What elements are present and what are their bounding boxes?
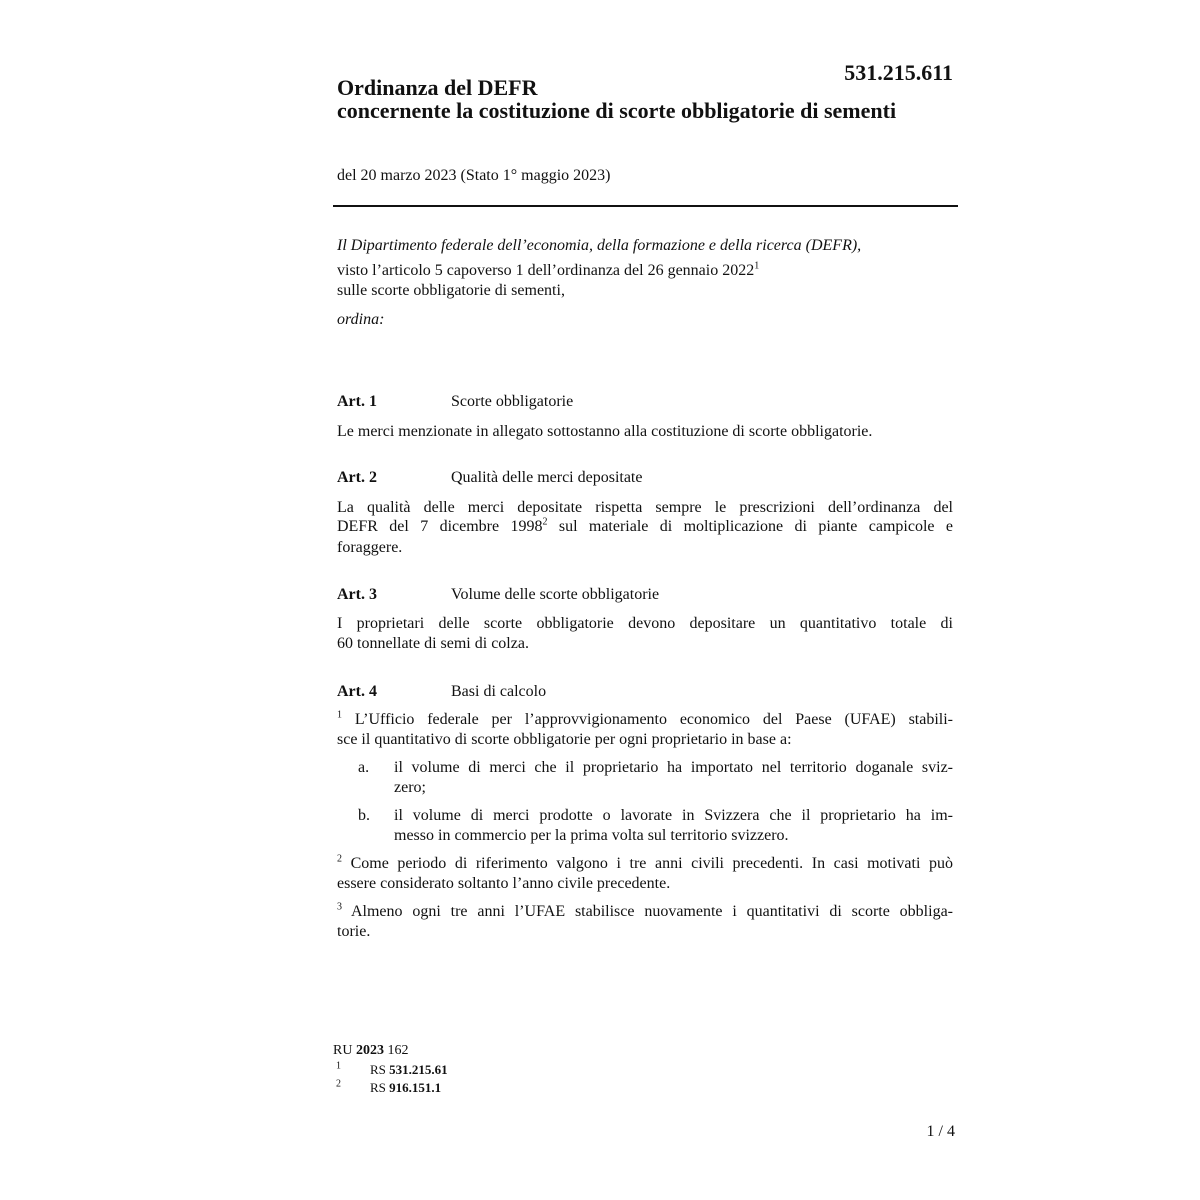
article-title: Qualità delle merci depositate: [451, 469, 643, 486]
article-4-p1-line: sce il quantitativo di scorte obbligatorie per ogni proprietario in base a:: [337, 731, 792, 748]
preamble-line-3: sulle scorte obbligatorie di sementi,: [337, 282, 565, 299]
paragraph-number: 3: [337, 901, 342, 913]
page-number: 1 / 4: [926, 1123, 955, 1140]
footnote-number: 1: [336, 1060, 341, 1072]
text: Almeno ogni tre anni l’UFAE stabilisce nuovamente i quantitativi di scorte obbliga-: [350, 903, 953, 920]
list-letter-a: a.: [358, 759, 370, 776]
preamble-ordina: ordina:: [337, 311, 385, 328]
text: sul materiale di moltiplicazione di piante campicole e: [558, 518, 953, 535]
article-1-text: Le merci menzionate in allegato sottostanno alla costituzione di scorte obbligatorie.: [337, 423, 873, 440]
article-2-line: foraggere.: [337, 539, 403, 556]
title-line-2: concernente la costituzione di scorte obbligatorie di sementi: [337, 98, 897, 123]
article-4-p3-line: torie.: [337, 923, 371, 940]
title-line-1: Ordinanza del DEFR: [337, 75, 538, 100]
article-number: Art. 4: [337, 683, 377, 700]
text: DEFR del 7 dicembre 1998: [337, 518, 543, 535]
footnote-ref-2[interactable]: 2: [542, 516, 548, 528]
article-title: Basi di calcolo: [451, 683, 547, 700]
article-2-line: [337, 517, 953, 537]
article-4-p3-line: [337, 902, 953, 922]
article-2-line: La qualità delle merci depositate rispetta sempre le prescrizioni dell’ordinanza del: [337, 499, 953, 516]
sr-number: 531.215.611: [844, 60, 953, 85]
text: L’Ufficio federale per l’approvvigionamento economico del Paese (UFAE) stabili-: [354, 711, 954, 728]
paragraph-number: 1: [337, 709, 342, 721]
rs-prefix: RS: [370, 1062, 386, 1077]
text: Come periodo di riferimento valgono i tre anni civili precedenti. In casi motivati può: [350, 855, 953, 872]
ru-page: 162: [387, 1043, 409, 1058]
article-3-line: 60 tonnellate di semi di colza.: [337, 635, 529, 652]
article-4-p1-line: [337, 710, 953, 730]
list-item-a-line: il volume di merci che il proprietario ha importato nel territorio doganale sviz-: [394, 759, 953, 776]
article-4-p2-line: essere considerato soltanto l’anno civile precedente.: [337, 875, 671, 892]
article-1-heading: [337, 392, 574, 412]
list-item-b-line: messo in commercio per la prima volta sul territorio svizzero.: [394, 827, 789, 844]
footnote-ref-1[interactable]: 1: [754, 260, 760, 272]
article-4-heading: [337, 682, 547, 702]
article-3-heading: [337, 585, 660, 605]
rs-link[interactable]: 916.151.1: [389, 1080, 442, 1095]
rs-link[interactable]: 531.215.61: [389, 1062, 448, 1077]
footnote-2: [336, 1078, 442, 1096]
preamble-authority: Il Dipartimento federale dell’economia, della formazione e della ricerca (DEFR),: [337, 237, 862, 254]
footnote-number: 2: [336, 1078, 341, 1090]
list-item-a-line: zero;: [394, 779, 426, 796]
footnote-text: [370, 1080, 441, 1096]
article-title: Volume delle scorte obbligatorie: [451, 586, 660, 603]
article-title: Scorte obbligatorie: [451, 393, 574, 410]
ru-year: 2023: [355, 1043, 384, 1058]
date-line: del 20 marzo 2023 (Stato 1° maggio 2023): [337, 167, 611, 184]
ru-reference: [333, 1043, 408, 1059]
paragraph-number: 2: [337, 853, 342, 865]
footnote-1: [336, 1060, 448, 1078]
article-4-p2-line: [337, 854, 953, 874]
preamble-text: visto l’articolo 5 capoverso 1 dell’ordinanza del 26 gennaio 2022: [337, 262, 755, 279]
list-item-b-line: il volume di merci prodotte o lavorate in Svizzera che il proprietario ha im-: [394, 807, 953, 824]
divider: [333, 205, 958, 207]
article-number: Art. 3: [337, 586, 377, 603]
preamble-line-2: [337, 261, 759, 281]
article-3-line: I proprietari delle scorte obbligatorie devono depositare un quantitativo totale di: [337, 615, 953, 632]
rs-prefix: RS: [370, 1080, 386, 1095]
footnote-text: [370, 1062, 448, 1078]
list-letter-b: b.: [358, 807, 370, 824]
article-2-heading: [337, 468, 643, 488]
article-number: Art. 1: [337, 393, 377, 410]
ru-prefix: RU: [333, 1043, 353, 1058]
article-number: Art. 2: [337, 469, 377, 486]
